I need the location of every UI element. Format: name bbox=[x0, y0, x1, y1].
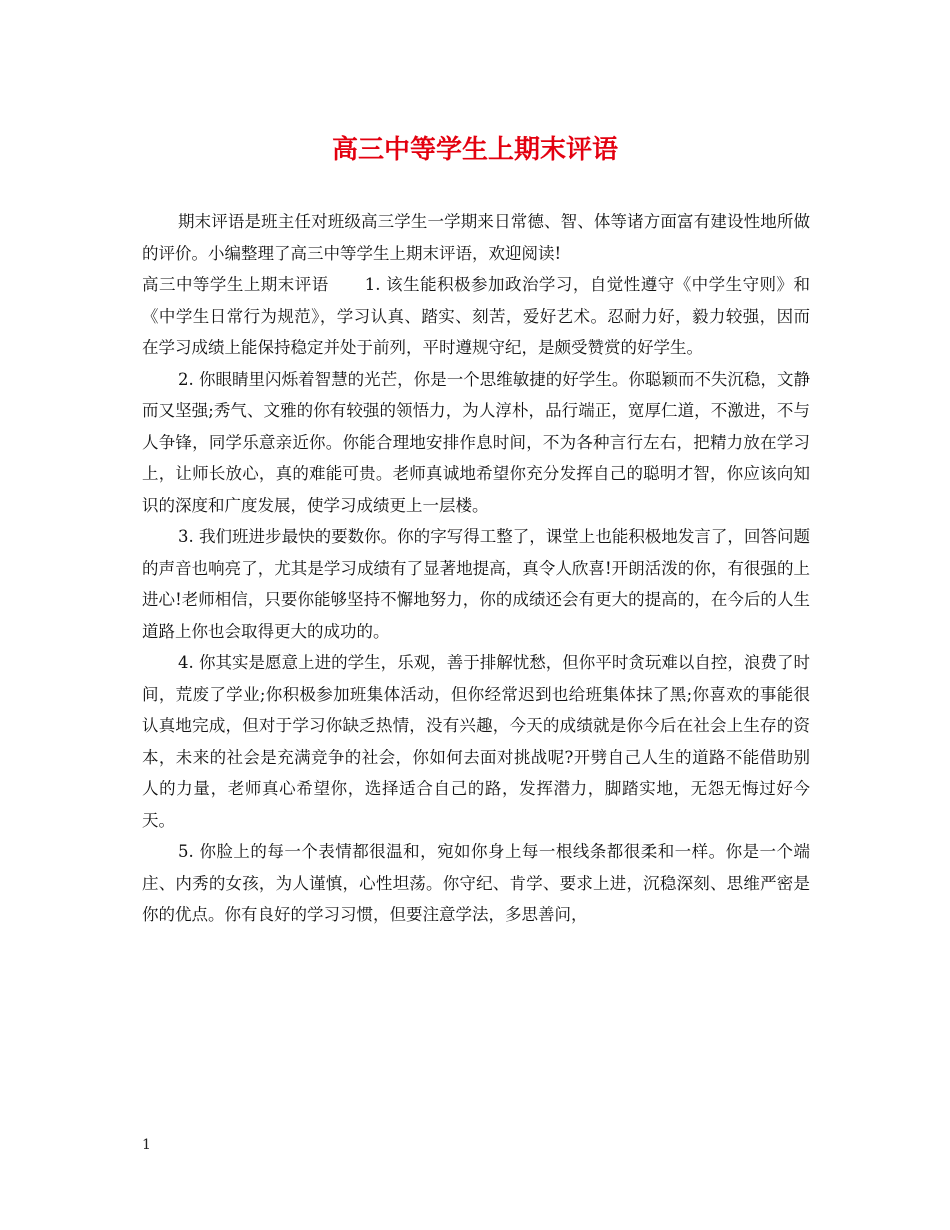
subheading: 高三中等学生上期末评语 bbox=[142, 275, 329, 294]
comment-3: 3. 我们班进步最快的要数你。你的字写得工整了，课堂上也能积极地发言了，回答问题的声音也响亮了，尤其是学习成绩有了显著地提高，真令人欣喜!开朗活泼的你，有很强的上进心!老师相信，只要你能够坚持不懈地努力，你的成绩还会有更大的提高的，在今后的人生道路上你也会取得更大的成功的。 bbox=[142, 527, 810, 641]
comment-5: 5. 你脸上的每一个表情都很温和，宛如你身上每一根线条都很柔和一样。你是一个端庄、内秀的女孩，为人谨慎，心性坦荡。你守纪、肯学、要求上进，沉稳深刻、思维严密是你的优点。你有良好的学习习惯，但要注意学法，多思善问， bbox=[142, 842, 810, 924]
document-body bbox=[142, 206, 810, 931]
first-comment-paragraph bbox=[142, 269, 810, 364]
document-title: 高三中等学生上期末评语 bbox=[331, 135, 618, 165]
intro-paragraph: 期末评语是班主任对班级高三学生一学期来日常德、智、体等诸方面富有建设性地所做的评价。小编整理了高三中等学生上期末评语，欢迎阅读! bbox=[142, 212, 810, 263]
page-number: 1 bbox=[142, 1137, 151, 1153]
comment-2: 2. 你眼睛里闪烁着智慧的光芒，你是一个思维敏捷的好学生。你聪颖而不失沉稳，文静而又坚强;秀气、文雅的你有较强的领悟力，为人淳朴，品行端正，宽厚仁道，不激进，不与人争锋，同学乐意亲近你。你能合理地安排作息时间，不为各种言行左右，把精力放在学习上，让师长放心，真的难能可贵。老师真诚地希望你充分发挥自己的聪明才智，你应该向知识的深度和广度发展，使学习成绩更上一层楼。 bbox=[142, 369, 810, 515]
comment-4: 4. 你其实是愿意上进的学生，乐观，善于排解忧愁，但你平时贪玩难以自控，浪费了时间，荒废了学业;你积极参加班集体活动，但你经常迟到也给班集体抹了黑;你喜欢的事能很认真地完成，但对于学习你缺乏热情，没有兴趣，今天的成绩就是你今后在社会上生存的资本，未来的社会是充满竞争的社会，你如何去面对挑战呢?开劈自己人生的道路不能借助别人的力量，老师真心希望你，选择适合自己的路，发挥潜力，脚踏实地，无怨无悔过好今天。 bbox=[142, 653, 810, 830]
comment-1: 1. 该生能积极参加政治学习，自觉性遵守《中学生守则》和《中学生日常行为规范》，学习认真、踏实、刻苦，爱好艺术。忍耐力好，毅力较强，因而在学习成绩上能保持稳定并处于前列，平时遵规守纪，是颇受赞赏的好学生。 bbox=[142, 275, 810, 357]
